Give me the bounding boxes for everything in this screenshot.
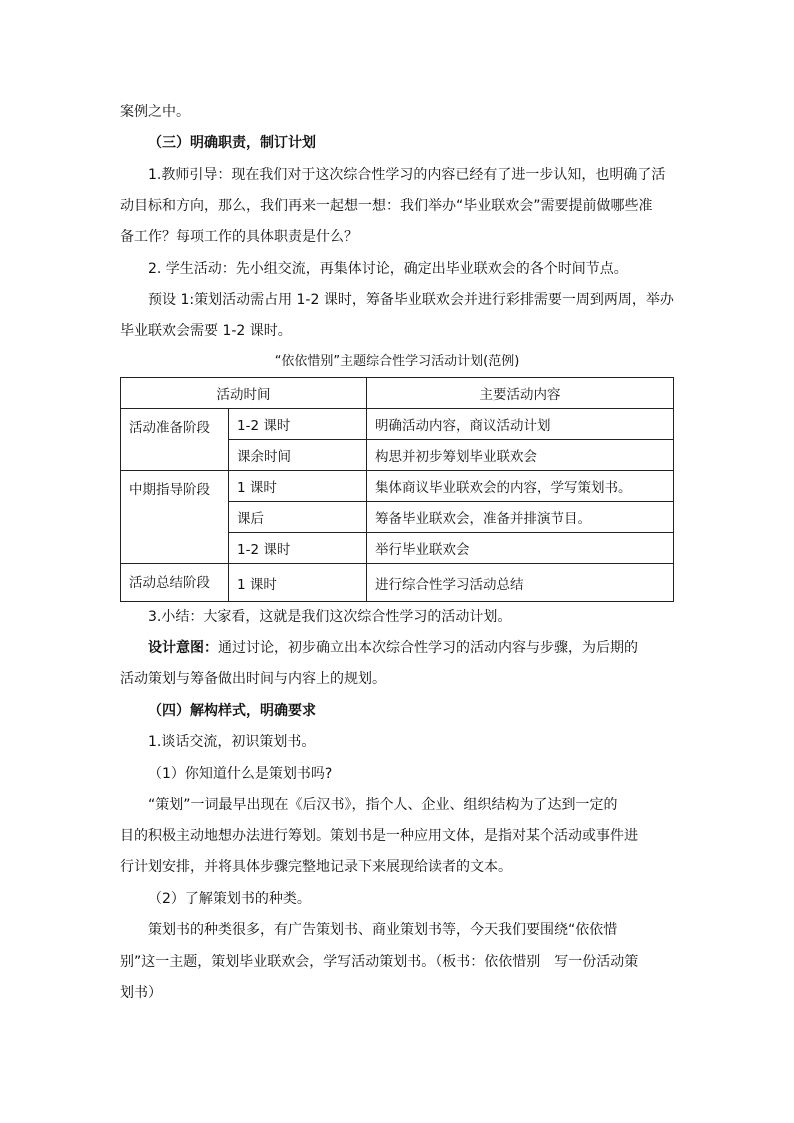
time-cell: 1 课时	[229, 471, 367, 502]
content-cell: 明确活动内容，商议活动计划	[367, 409, 674, 440]
text-line: 目的积极主动地想办法进行筹划。策划书是一种应用文体，是指对某个活动或事件进	[120, 828, 638, 844]
table-caption: “依依惜别”主题综合性学习活动计划(范例)	[274, 354, 520, 369]
section-heading: （四）解构样式，明确要求	[148, 703, 316, 719]
text-line: “策划”一词最早出现在《后汉书》，指个人、企业、组织结构为了达到一定的	[148, 797, 618, 813]
text-line: 预设 1:策划活动需占用 1-2 课时，筹备毕业联欢会并进行彩排需要一周到两周，举办	[148, 292, 674, 308]
header-cell: 活动时间	[121, 378, 367, 409]
text-line: 动目标和方向，那么，我们再来一起想一想：我们举办“毕业联欢会”需要提前做哪些准	[120, 198, 653, 214]
text-line: 1.教师引导：现在我们对于这次综合性学习的内容已经有了进一步认知，也明确了活	[148, 167, 666, 183]
stage-cell: 中期指导阶段	[121, 471, 229, 564]
table-row	[121, 409, 674, 440]
text-line: 1.谈话交流，初识策划书。	[148, 734, 316, 750]
content-cell: 筹备毕业联欢会，准备并排演节目。	[367, 502, 674, 533]
text-line: （2）了解策划书的种类。	[148, 891, 311, 907]
activity-plan-table	[120, 377, 674, 602]
table-row	[121, 564, 674, 602]
design-intent-text: 通过讨论，初步确立出本次综合性学习的活动内容与步骤，为后期的	[218, 640, 638, 656]
header-cell: 主要活动内容	[367, 378, 674, 409]
time-cell: 课后	[229, 502, 367, 533]
text-line: 别”这一主题，策划毕业联欢会，学写活动策划书。（板书：依依惜别 写一份活动策	[120, 954, 639, 970]
text-line: 活动策划与筹备做出时间与内容上的规划。	[120, 671, 386, 687]
section-heading: （三）明确职责，制订计划	[148, 135, 316, 151]
content-cell: 集体商议毕业联欢会的内容，学写策划书。	[367, 471, 674, 502]
stage-cell: 活动准备阶段	[121, 409, 229, 471]
text-line: 2. 学生活动：先小组交流，再集体讨论，确定出毕业联欢会的各个时间节点。	[148, 261, 628, 277]
time-cell: 1-2 课时	[229, 409, 367, 440]
content-cell: 举行毕业联欢会	[367, 533, 674, 564]
time-cell: 1 课时	[229, 564, 367, 602]
text-line: 毕业联欢会需要 1-2 课时。	[120, 323, 292, 339]
text-line: 划书）	[120, 985, 162, 1001]
text-line: （1）你知道什么是策划书吗?	[148, 766, 333, 782]
text-line	[148, 638, 638, 658]
text-line: 行计划安排，并将具体步骤完整地记录下来展现给读者的文本。	[120, 859, 512, 875]
content-cell: 构思并初步筹划毕业联欢会	[367, 440, 674, 471]
design-intent-label: 设计意图：	[148, 640, 218, 656]
text-line: 策划书的种类很多，有广告策划书、商业策划书等，今天我们要围绕“依依惜	[148, 922, 618, 938]
time-cell: 1-2 课时	[229, 533, 367, 564]
table-row	[121, 471, 674, 502]
text-line: 备工作？每项工作的具体职责是什么？	[120, 229, 358, 245]
text-line: 3.小结：大家看，这就是我们这次综合性学习的活动计划。	[148, 609, 512, 625]
time-cell: 课余时间	[229, 440, 367, 471]
table-header-row	[121, 378, 674, 409]
text-line: 案例之中。	[120, 104, 190, 120]
stage-cell: 活动总结阶段	[121, 564, 229, 602]
content-cell: 进行综合性学习活动总结	[367, 564, 674, 602]
